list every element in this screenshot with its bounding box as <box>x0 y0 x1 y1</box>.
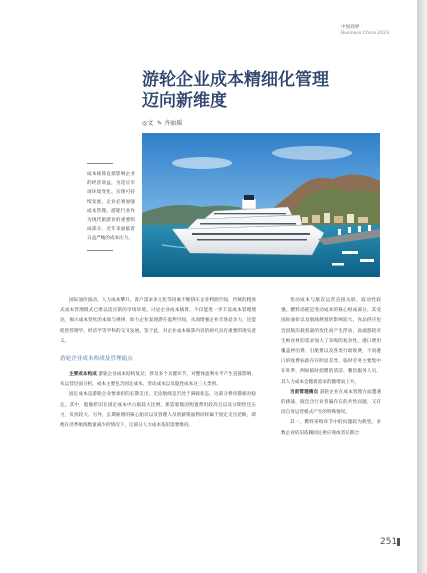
byline <box>142 118 182 127</box>
article-title <box>142 70 372 112</box>
intro-paragraph: 国际油价波动、人力成本攀升、客户需求多元化等因素不断挤压企业利润空间，传统的粗放式成本管理模式已难以适应新的市场环境。讨论企业成本核算，不仅能进一步丰富成本管理理论，揭示成本变化的本质与规律，助力企业发现潜在盈利空间，从而增强企业市场竞争力，还能促进管理学、经济学等学科的交叉发展。鉴于此，对企业成本核算内容的研究具有重要的现实意义。 <box>60 298 256 344</box>
journal-issue: Business China 2023 <box>341 31 389 36</box>
byline-prefix: ◎文 <box>142 120 154 127</box>
abstract-divider-bottom <box>87 250 113 251</box>
section-heading: 游轮企业成本构成及管理痛点 <box>60 356 133 363</box>
paragraph-text: 变动成本与航次运营直接关联，波动性较强。燃料消耗是变动成本的核心组成部分，其受国际油价以及航线规划的影响较大。食品供应也会因航次载客量的变化而产生浮动，高端游轮对生鲜食材的需求加大了采购的复杂性，港口费用覆盖停泊费、引航费以及各类行政收费，不同港口的收费标准存在明显差异，临时劳务主要集中在旺季，例如临时招聘的清洁、餐饮服务人员，其人力成本会随着需求的激增而上升。 <box>281 298 381 385</box>
cruise-ship-photo <box>142 133 380 277</box>
abstract-text: 成本核算直接影响企业的经济效益，为适应市场环境变化、实现可持续发展，企业必须加强成本管理。游轮行业作为现代旅游业的重要组成部分，近年来面临着日益严峻的成本压力。 <box>87 172 135 242</box>
paragraph-text: 固定成本是游轮企业要承担的长期支出，无论航线是否处于满载状态，这部分费用都相对稳定。其中，船舶折旧在固定成本中占据较大比例。新造船舶因购置费用较高且以及分期偿还压力，负担较大。另外，长期雇佣的核心船员以及管理人员的薪资福利同样属于固定支出范畴，即便在淡季航线数量减少的情况下，这部分人力成本依旧需要维持。 <box>60 392 256 429</box>
paragraph-lead: 当前管理痛点 <box>290 389 319 395</box>
page-number-marker <box>397 538 400 546</box>
body-paragraph <box>281 388 381 419</box>
body-paragraph <box>281 418 381 438</box>
abstract-divider-top <box>87 163 113 164</box>
journal-name: 中国商界 <box>341 25 360 30</box>
body-column-left <box>60 296 256 431</box>
pen-icon: ✎ <box>157 120 163 127</box>
paragraph-text: 游轮企业成本结构复杂，涉及多个关键环节，对整体盈利水平产生直接影响，从运营层面分析，成本主要包含固定成本、变动成本以及隐性成本这三大类别。 <box>60 372 256 388</box>
running-head <box>341 25 389 37</box>
title-line-1: 游轮企业成本精细化管理 <box>142 70 329 90</box>
paragraph-text: 其一，燃料采购环节中的问题较为典型。多数企业依旧依赖固定供应商或者长期合 <box>281 420 381 436</box>
page-edge-shadow <box>417 0 427 573</box>
body-paragraph <box>60 370 256 390</box>
body-paragraph <box>281 296 381 388</box>
page-number: 251 <box>380 537 398 547</box>
paragraph-lead: 主要成本构成 <box>69 372 97 378</box>
title-line-2: 迈向新维度 <box>142 91 227 111</box>
body-column-right <box>281 296 381 439</box>
author-name: 齐丽瑶 <box>164 120 183 127</box>
body-paragraph <box>60 390 256 431</box>
paragraph-text: 游轮企业在成本管理方面遭遇的挑战，既包含行业普遍存在的共性问题，又有因自身运营模式产生的特殊情况。 <box>281 389 381 416</box>
